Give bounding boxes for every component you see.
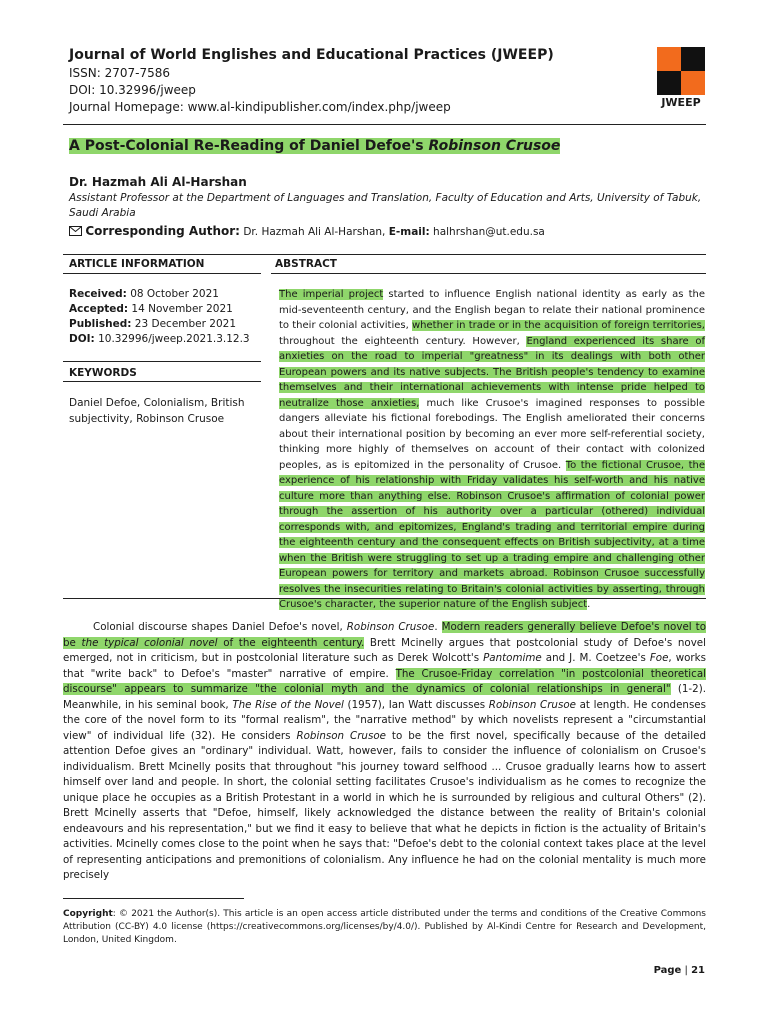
abstract-text: The imperial project started to influence English national identity as early as the mid-seventeenth century, and the English began to relate their national prominence to their colonial activities, whether in trade or in the acquisition of foreign territories, throughout the eighteenth century. However, England experienced its share of anxieties on the road to imperial "greatness" in its dealings with both other European powers and its native subjects. The British people's tendency to examine themselves and their international achievements with intense pride helped to neutralize those anxieties, much like Crusoe's imagined responses to possible dangers alleviate his fictional forebodings. The English ameliorated their concerns about their international position by becoming an ever more self-referential society, thinking more highly of themselves on account of their contact with colonized peoples, as is epitomized in the personality of Crusoe. To the fictional Crusoe, the experience of his relationship with Friday validates his self-worth and his native culture more than anything else. Robinson Crusoe's affirmation of colonial power through the assertion of his authority over a particular (othered) individual corresponds with, and epitomizes, England's trading and territorial empire during the eighteenth century and the consequent effects on British subjectivity, at a time when the British were struggling to set up a trading empire and challenging other European powers for territory and markets abroad. Robinson Crusoe successfully resolves the insecurities relating to Britain's colonial activities by asserting, through Crusoe's character, the superior nature of the English subject. xyxy=(279,289,705,610)
info-heading-rule xyxy=(63,273,261,274)
envelope-icon xyxy=(69,226,85,238)
article-doi: DOI: 10.32996/jweep.2021.3.12.3 xyxy=(69,333,250,345)
jweep-logo xyxy=(657,47,705,95)
keywords-top-rule xyxy=(63,361,261,362)
journal-title: Journal of World Englishes and Educational Practices (JWEEP) xyxy=(69,47,554,63)
article-title: A Post-Colonial Re-Reading of Daniel Defoe's Robinson Crusoe xyxy=(69,138,561,154)
header-divider xyxy=(63,124,706,125)
abstract-heading: ABSTRACT xyxy=(275,258,337,270)
keywords-heading-rule xyxy=(63,381,261,382)
received-date: Received: 08 October 2021 xyxy=(69,288,219,300)
keywords-list: Daniel Defoe, Colonialism, British subjectivity, Robinson Crusoe xyxy=(69,397,245,425)
footnote-rule xyxy=(63,898,244,899)
article-info-heading: ARTICLE INFORMATION xyxy=(69,258,205,270)
accepted-date: Accepted: 14 November 2021 xyxy=(69,303,233,315)
abstract-bottom-rule xyxy=(63,598,706,599)
info-top-rule xyxy=(63,254,706,255)
corresponding-author: Corresponding Author: Dr. Hazmah Ali Al-Harshan, E-mail: halhrshan@ut.edu.sa xyxy=(69,223,545,240)
author-name: Dr. Hazmah Ali Al-Harshan xyxy=(69,175,247,189)
copyright-footnote: Copyright: © 2021 the Author(s). This article is an open access article distributed under the terms and conditions of the Creative Commons Attribution (CC-BY) 4.0 license (https://creativecommons.org/licenses/by/4.0/). Published by Al-Kindi Centre for Research and Development, London, United Kingdom. xyxy=(63,909,706,945)
abstract-heading-rule xyxy=(271,273,706,274)
journal-issn: ISSN: 2707-7586 xyxy=(69,66,171,80)
body-paragraph: Colonial discourse shapes Daniel Defoe's novel, Robinson Crusoe. Modern readers generally believe Defoe's novel to be the typical colonial novel of the eighteenth century. Brett Mcinelly argues that postcolonial study of Defoe's novel emerged, not in criticism, but in postcolonial literature such as Derek Wolcott's Pantomime and J. M. Coetzee's Foe, works that "write back" to Defoe's "master" narrative of empire. The Crusoe-Friday correlation "in postcolonial theoretical discourse" appears to summarize "the colonial myth and the dynamics of colonial relationships in general" (1-2). Meanwhile, in his seminal book, The Rise of the Novel (1957), Ian Watt discusses Robinson Crusoe at length. He condenses the core of the novel form to its "formal realism", the "narrative method" by which novelists represent a "circumstantial view" of individual life (32). He considers Robinson Crusoe to be the first novel, specifically because of the detailed attention Defoe gives an "ordinary" individual. Watt, however, fails to consider the influence of colonialism on Crusoe's individualism. Brett Mcinelly posits that throughout "his journey toward selfhood ... Crusoe gradually learns how to assert himself over land and people. In short, the colonial setting facilitates Crusoe's individualism as he comes to recognize the unique place he occupies as a British Protestant in a world in which he is surrounded by religious and cultural Others" (2). Brett Mcinelly asserts that "Defoe, himself, likely acknowledged the distance between the reality of Britain's colonial endeavours and his representation," but we find it easy to believe that what he depicts in fiction is the actuality of Britain's activities. Mcinelly comes close to the point when he says that: "Defoe's debt to the colonial context takes place at the level of representing anticipations and premonitions of colonialism. Any influence he had on the colonial mentality is much more precisely xyxy=(63,621,707,881)
page-number: Page | 21 xyxy=(653,965,705,976)
keywords-heading: KEYWORDS xyxy=(69,367,137,379)
journal-homepage: Journal Homepage: www.al-kindipublisher.com/index.php/jweep xyxy=(69,100,451,114)
author-affiliation: Assistant Professor at the Department of Languages and Translation, Faculty of Education and Arts, University of Tabuk, Saudi Arabia xyxy=(69,192,702,219)
logo-text: JWEEP xyxy=(661,96,701,109)
email-link[interactable]: halhrshan@ut.edu.sa xyxy=(433,226,545,238)
published-date: Published: 23 December 2021 xyxy=(69,318,237,330)
journal-doi: DOI: 10.32996/jweep xyxy=(69,83,196,97)
